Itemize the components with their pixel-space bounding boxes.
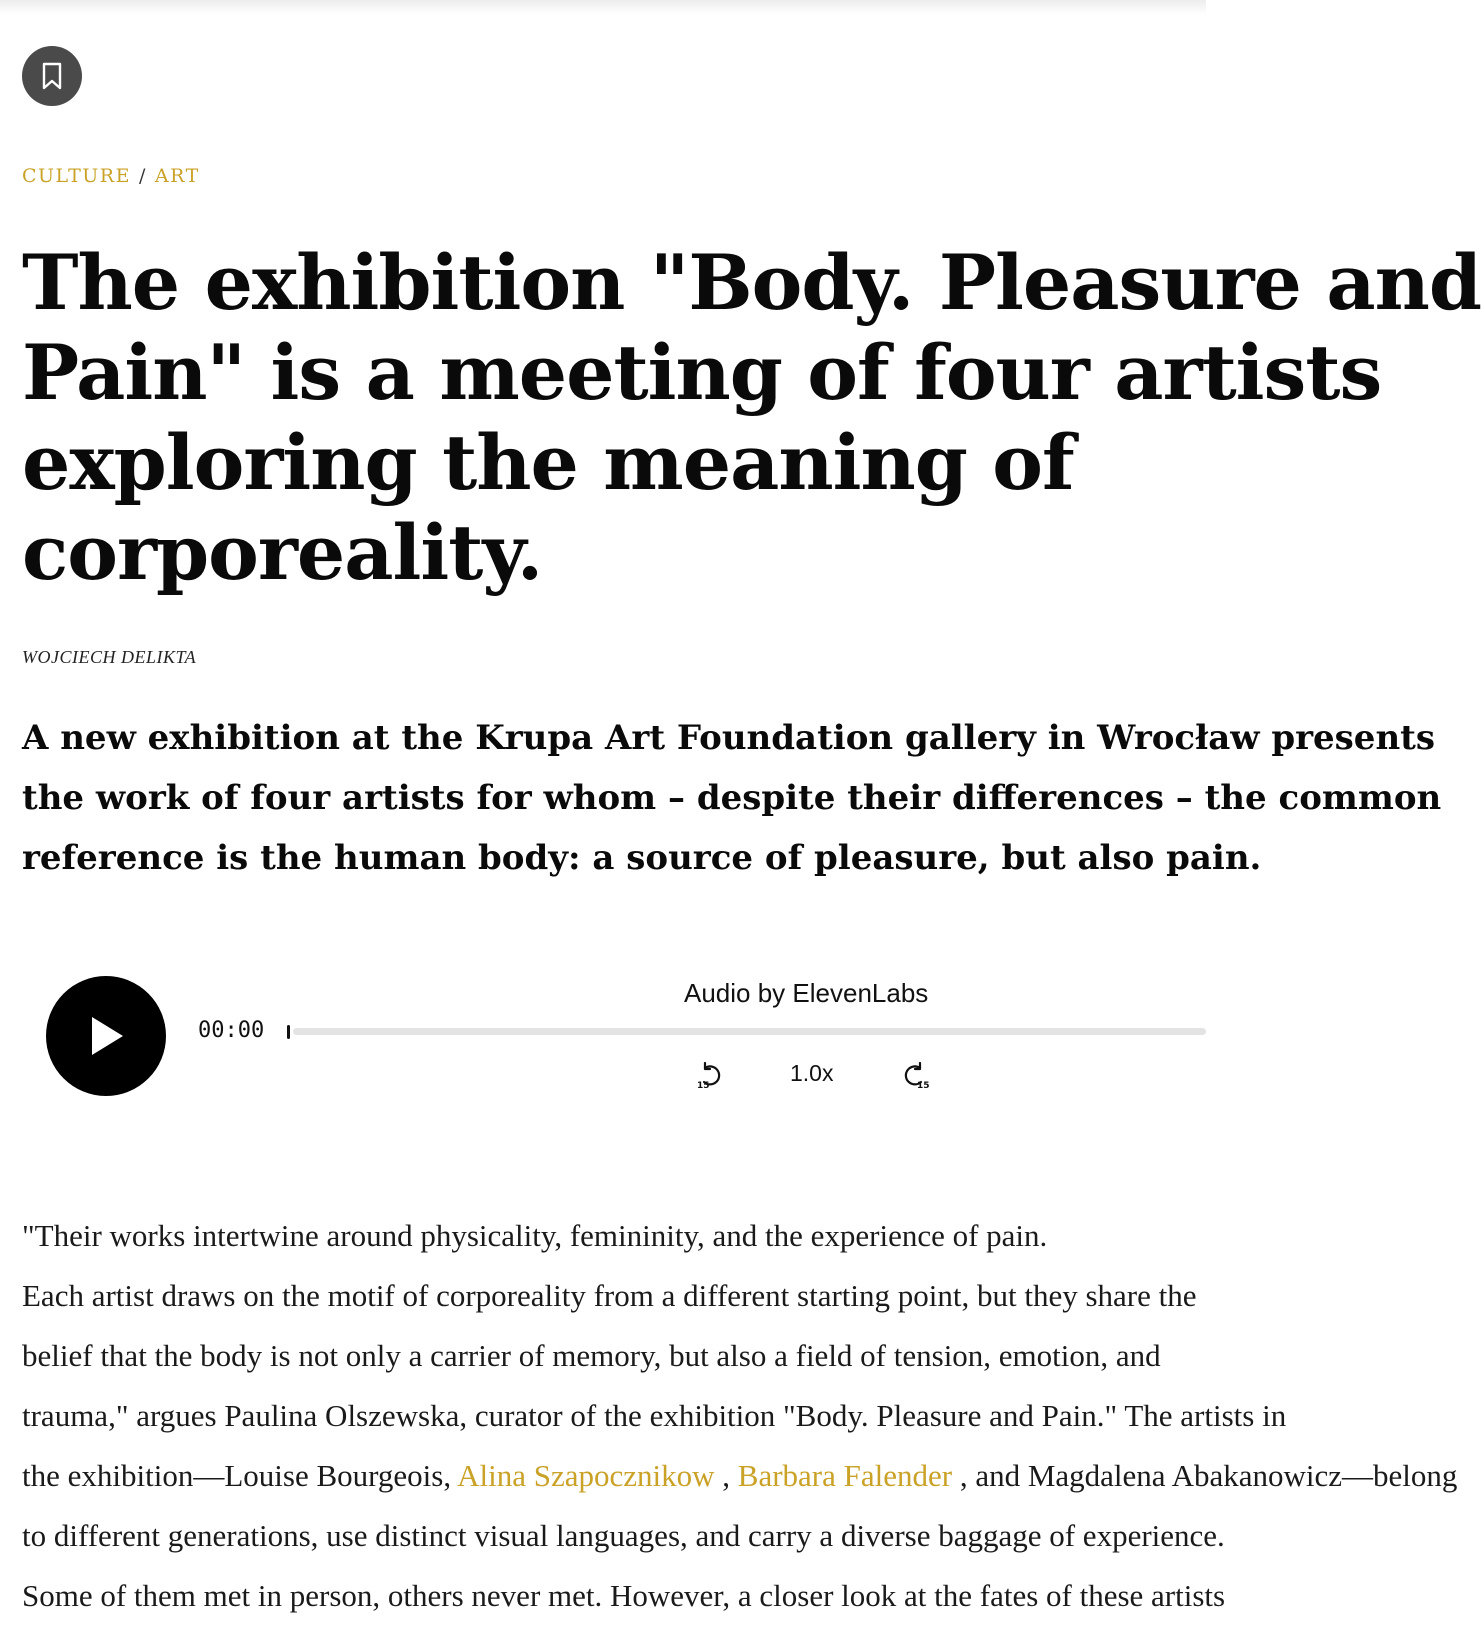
audio-provider-label: Audio by ElevenLabs [684,978,929,1008]
breadcrumb-culture-link[interactable]: CULTURE [22,165,131,187]
headline-line: exploring the meaning of [22,418,1074,507]
bookmark-icon [39,61,65,91]
body-line: to different generations, use distinct visual languages, and carry a diverse baggage of experience. [22,1518,1225,1553]
audio-progress-handle[interactable] [287,1025,290,1039]
lead-line: reference is the human body: a source of pleasure, but also pain. [22,838,1262,878]
body-text-fragment: , and Magdalena Abakanowicz—belong [952,1458,1458,1493]
article-headline [22,238,1481,598]
audio-current-time: 00:00 [198,1018,265,1043]
breadcrumb [22,165,200,187]
body-line: Some of them met in person, others never met. However, a closer look at the fates of these artists [22,1578,1226,1613]
body-line: "Their works intertwine around physicality, femininity, and the experience of pain. [22,1218,1048,1253]
audio-rewind-button[interactable] [693,1058,727,1092]
lead-line: A new exhibition at the Krupa Art Foundation gallery in Wrocław presents [22,718,1436,758]
rewind-seconds-label: 15 [697,1081,710,1091]
body-text-fragment: , [714,1458,738,1493]
forward-seconds-label: 15 [917,1081,930,1091]
headline-line: Pain" is a meeting of four artists [22,328,1382,417]
audio-play-button[interactable] [46,976,166,1096]
headline-line: corporeality. [22,508,543,597]
article-body [22,1206,1457,1626]
body-line: belief that the body is not only a carrier of memory, but also a field of tension, emotion, and [22,1338,1161,1373]
breadcrumb-separator: / [138,165,147,187]
artist-link-falender[interactable]: Barbara Falender [737,1458,953,1493]
article-author[interactable]: WOJCIECH DELIKTA [22,647,197,667]
article-lead [22,708,1441,888]
play-icon [86,1014,126,1058]
body-line: trauma," argues Paulina Olszewska, curator of the exhibition "Body. Pleasure and Pain." The artists in [22,1398,1287,1433]
headline-line: The exhibition "Body. Pleasure and [22,238,1481,327]
breadcrumb-art-link[interactable]: ART [154,165,200,187]
forward-15-icon [900,1060,930,1090]
audio-speed-button[interactable]: 1.0x [790,1060,834,1086]
body-line [22,1446,1457,1506]
rewind-15-icon [695,1060,725,1090]
lead-line: the work of four artists for whom – despite their differences – the common [22,778,1442,818]
top-bar-shadow [0,0,1206,14]
body-text-fragment: the exhibition—Louise Bourgeois, [22,1458,458,1493]
body-line: Each artist draws on the motif of corporeality from a different starting point, but they share the [22,1278,1197,1313]
audio-progress-bar[interactable] [293,1028,1206,1035]
bookmark-button[interactable] [22,46,82,106]
audio-forward-button[interactable] [898,1058,932,1092]
artist-link-szapocznikow[interactable]: Alina Szapocznikow [457,1458,715,1493]
